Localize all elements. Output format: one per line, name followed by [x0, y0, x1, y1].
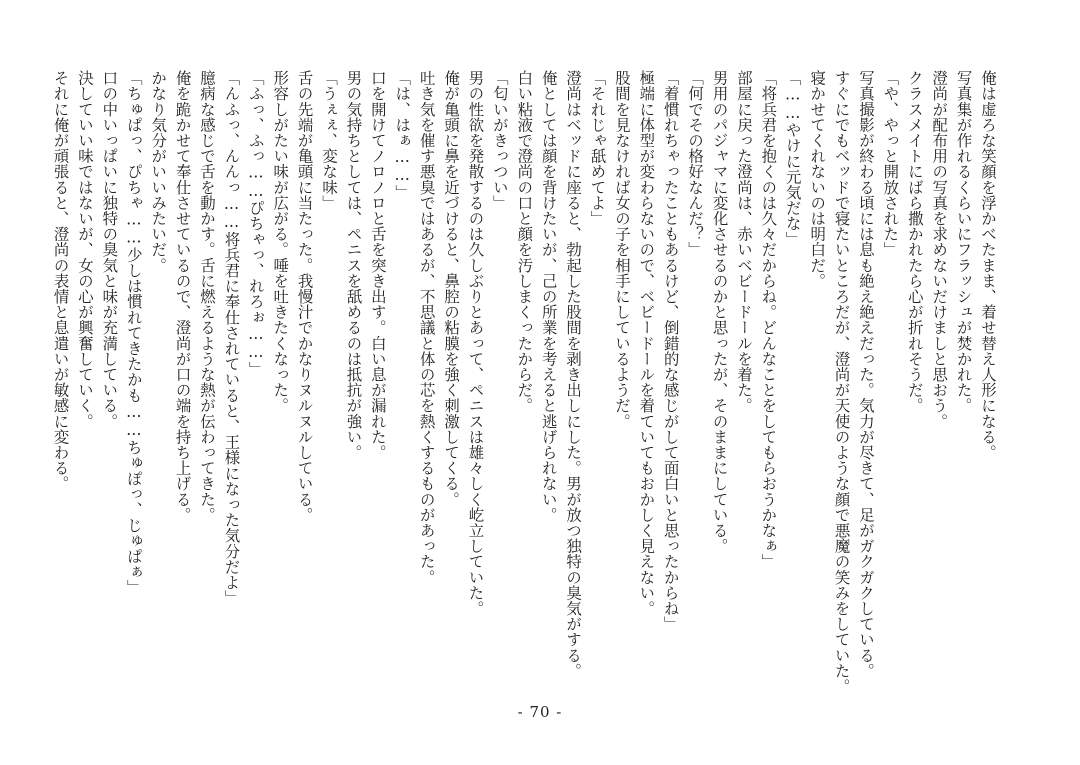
- text-line: 口の中いっぱいに独特の臭気と味が充満している。: [100, 70, 119, 429]
- text-line: 澄尚が配布用の写真を求めないだけましと思おう。: [930, 70, 949, 429]
- text-line: 「将兵君を抱くのは久々だからね。どんなことをしてもらおうかなぁ」: [759, 70, 778, 570]
- text-line: すぐにでもベッドで寝たいところだが、澄尚が天使のような顔で悪魔の笑みをしていた。: [832, 70, 851, 694]
- text-line: 写真撮影が終わる頃には息も絶え絶えだった。気力が尽きて、足がガクガクしている。: [856, 70, 875, 679]
- text-line: 「は、はぁ……」: [393, 70, 412, 200]
- text-line: クラスメイトにばら撒かれたら心が折れそうだ。: [905, 70, 924, 414]
- text-line: 「それじゃ舐めてよ」: [588, 70, 607, 226]
- text-line: 「何でその格好なんだ？」: [686, 70, 705, 258]
- text-line: 「……やけに元気だな」: [783, 70, 802, 247]
- text-line: 形容しがたい味が広がる。唾を吐きたくなった。: [271, 70, 290, 414]
- page-number: - 70 -: [517, 703, 563, 721]
- text-line: 「着慣れちゃったこともあるけど、倒錯的な感じがして面白いと思ったからね」: [661, 70, 680, 632]
- vertical-text-block: [48, 70, 1000, 694]
- text-line: 舌の先端が亀頭に当たった。我慢汁でかなりヌルヌルしている。: [295, 70, 314, 523]
- text-line: 写真集が作れるくらいにフラッシュが焚かれた。: [954, 70, 973, 414]
- text-line: 吐き気を催す悪臭ではあるが、不思議と体の芯を熱くするものがあった。: [417, 70, 436, 585]
- text-line: 「んふっ、んんっ……将兵君に奉仕されていると、王様になった気分だよ」: [222, 70, 241, 606]
- text-line: 男の気持ちとしては、ペニスを舐めるのは抵抗が強い。: [344, 70, 363, 460]
- text-line: 口を開けてノロノロと舌を突き出す。白い息が漏れた。: [368, 70, 387, 460]
- text-line: 決していい味ではないが、女の心が興奮していく。: [75, 70, 94, 429]
- text-line: 「や、やっと開放された」: [881, 70, 900, 258]
- text-line: 部屋に戻った澄尚は、赤いベビードールを着た。: [734, 70, 753, 414]
- text-line: 寝かせてくれないのは明白だ。: [808, 70, 827, 289]
- text-line: 俺は虚ろな笑顔を浮かべたまま、着せ替え人形になる。: [979, 70, 997, 460]
- text-line: 「ちゅぱっ、ぴちゃ……少しは慣れてきたかも……ちゅぽっ、じゅぱぁ」: [124, 70, 143, 596]
- text-line: 俺が亀頭に鼻を近づけると、鼻腔の粘膜を強く刺激してくる。: [442, 70, 461, 507]
- text-line: 「匂いがきっつい」: [490, 70, 509, 211]
- text-line: それに俺が頑張ると、澄尚の表情と息遣いが敏感に変わる。: [51, 70, 70, 492]
- text-line: 白い粘液で澄尚の口と顔を汚しまくったからだ。: [515, 70, 534, 414]
- text-line: 澄尚はベッドに座ると、勃起した股間を剥き出しにした。男が放つ独特の臭気がする。: [564, 70, 583, 679]
- text-line: 俺としては顔を背けたいが、己の所業を考えると逃げられない。: [539, 70, 558, 523]
- text-line: 男用のパジャマに変化させるのかと思ったが、そのままにしている。: [710, 70, 729, 554]
- text-line: 股間を見なければ女の子を相手にしているようだ。: [612, 70, 631, 429]
- text-line: 極端に体型が変わらないので、ベビードールを着ていてもおかしく見えない。: [637, 70, 656, 616]
- text-line: 男の性欲を発散するのは久しぶりとあって、ペニスは雄々しく屹立していた。: [466, 70, 485, 616]
- text-line: かなり気分がいいみたいだ。: [149, 70, 168, 273]
- text-line: 「ふっ、ふっ……ぴちゃっ、れろぉ……」: [246, 70, 265, 377]
- text-line: 「うぇぇ、変な味」: [320, 70, 339, 211]
- text-line: 俺を跪かせて奉仕させているので、澄尚が口の端を持ち上げる。: [173, 70, 192, 523]
- text-line: 臆病な感じで舌を動かす。舌に燃えるような熱が伝わってきた。: [198, 70, 216, 523]
